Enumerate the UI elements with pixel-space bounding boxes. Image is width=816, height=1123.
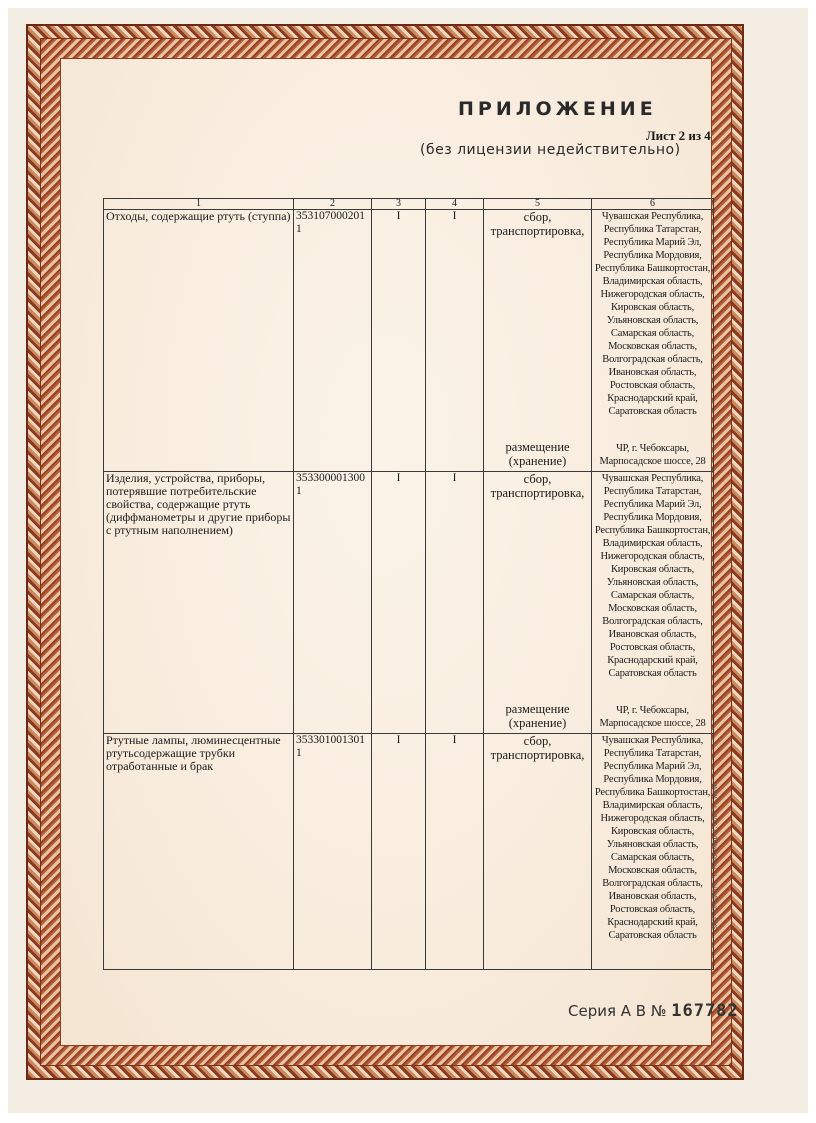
hazard-class-2: I <box>426 472 484 734</box>
table-row <box>104 472 714 734</box>
col-header-3: 3 <box>372 199 426 210</box>
activity-type: сбор, транспортировка, <box>490 210 585 238</box>
activity-cell <box>484 472 592 734</box>
hazard-class-2: I <box>426 734 484 970</box>
regions-cell <box>592 472 714 734</box>
table-header-row <box>104 199 714 210</box>
waste-name: Изделия, устройства, приборы, потерявшие потребительские свойства, содержащие ртуть (диффманометры и другие приборы с ртутным наполнением) <box>104 472 294 734</box>
storage-address: ЧР, г. Чебоксары, Марпосадское шоссе, 28 <box>599 443 706 467</box>
series-number <box>568 1001 739 1021</box>
hazard-class: I <box>372 210 426 472</box>
table-row <box>104 734 714 970</box>
activity-cell <box>484 210 592 472</box>
col-header-5: 5 <box>484 199 592 210</box>
regions-cell <box>592 210 714 472</box>
printer-imprint: ЗАО «ОПЦИОН», г. Новосибирск, 2007 г., www... <box>712 779 719 930</box>
activity-storage: размещение (хранение) <box>505 440 570 468</box>
col-header-4: 4 <box>426 199 484 210</box>
hazard-class: I <box>372 734 426 970</box>
page-title: ПРИЛОЖЕНИЕ <box>458 98 657 120</box>
waste-name: Ртутные лампы, люминесцентные ртутьсодержащие трубки отработанные и брак <box>104 734 294 970</box>
series-value: 167782 <box>671 1001 739 1021</box>
hazard-class-2: I <box>426 210 484 472</box>
hazard-class: I <box>372 472 426 734</box>
activity-type: сбор, транспортировка, <box>484 734 592 970</box>
activity-type: сбор, транспортировка, <box>490 472 585 500</box>
waste-name: Отходы, содержащие ртуть (ступпа) <box>104 210 294 472</box>
regions-list: Чувашская Республика, Республика Татарстан, Республика Марий Эл, Республика Мордовия, Республика Башкортостан, Владимирская область, Нижегородская область, Кировская область, Ульяновская область, Самарская область, Московская область, Волгоградская область, Ивановская область, Ростовская область, Краснодарский край, Саратовская область <box>592 734 714 970</box>
col-header-2: 2 <box>294 199 372 210</box>
storage-address: ЧР, г. Чебоксары, Марпосадское шоссе, 28 <box>599 705 706 729</box>
regions-list: Чувашская Республика, Республика Татарстан, Республика Марий Эл, Республика Мордовия, Республика Башкортостан, Владимирская область, Нижегородская область, Кировская область, Ульяновская область, Самарская область, Московская область, Волгоградская область, Ивановская область, Ростовская область, Краснодарский край, Саратовская область <box>594 473 711 679</box>
regions-list: Чувашская Республика, Республика Татарстан, Республика Марий Эл, Республика Мордовия, Республика Башкортостан, Владимирская область, Нижегородская область, Кировская область, Ульяновская область, Самарская область, Московская область, Волгоградская область, Ивановская область, Ростовская область, Краснодарский край, Саратовская область <box>594 211 711 417</box>
table-row <box>104 210 714 472</box>
validity-note: (без лицензии недействительно) <box>420 142 681 158</box>
activity-storage: размещение (хранение) <box>505 702 570 730</box>
series-label: Серия А В № <box>568 1002 667 1020</box>
license-table <box>103 198 714 970</box>
waste-code: 3533010013011 <box>294 734 372 970</box>
sheet-number: Лист 2 из 4 <box>646 128 711 143</box>
waste-code: 3531070002011 <box>294 210 372 472</box>
col-header-6: 6 <box>592 199 714 210</box>
waste-code: 3533000013001 <box>294 472 372 734</box>
col-header-1: 1 <box>104 199 294 210</box>
